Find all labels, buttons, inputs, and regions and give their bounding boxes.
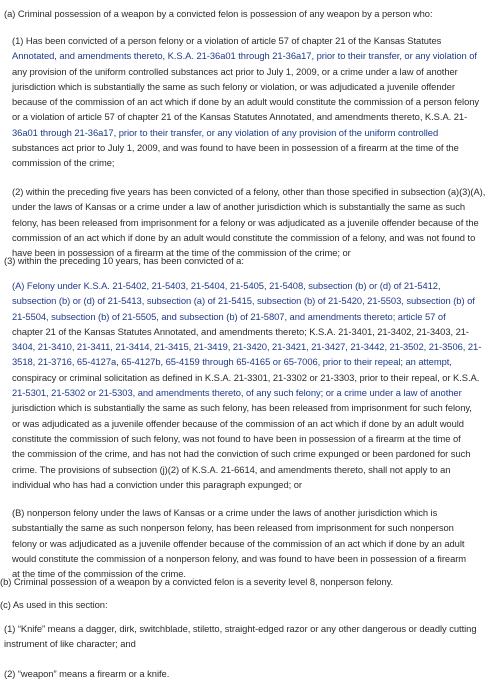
text-line: (3) within the preceding 10 years, has been convicted of a: xyxy=(4,255,244,266)
text-line: 21-5504, subsection (b) of 21-5505, and subsection (b) of 21-5807, and amendments thereto; article 57 of xyxy=(12,310,446,322)
text-line: commission of an act which if done by an adult would constitute the commission of a felony, and was not found to xyxy=(12,231,476,243)
text-line: instrument of like character; and xyxy=(4,638,136,650)
paragraph-a-1 xyxy=(12,33,496,171)
text-line: would constitute the commission of a nonperson felony, and was found to have been in possession of a firearm xyxy=(12,552,467,564)
paragraph-a-2 xyxy=(12,184,496,260)
text-line: jurisdiction which is substantially the same as such felony or violation, or was adjudicated a juvenile offender xyxy=(12,80,455,92)
text-line: (A) Felony under K.S.A. 21-5402, 21-5403, 21-5404, 21-5405, 21-5408, subsection (b) or (d) of 21-5412, xyxy=(12,280,441,291)
text-line: (a) Criminal possession of a weapon by a convicted felon is possession of any weapon by a person who: xyxy=(4,8,433,19)
text-line: substances act prior to July 1, 2009, and was found to have been in possession of a firearm at the time of the xyxy=(12,142,459,154)
text-line: because of the commission of an act which if done by an adult would constitute the commission of a person felony xyxy=(12,96,480,108)
text-line: jurisdiction which is substantially the same as such felony, has been released from imprisonment for such felony, xyxy=(12,402,472,414)
text-line: 3518, 21-3716, 65-4127a, 65-4127b, 65-4159 through 65-4165 or 65-7006, prior to their repeal; an attempt, xyxy=(12,356,452,368)
paragraph-a-3-B xyxy=(12,505,496,581)
text-line: (2) “weapon” means a firearm or a knife. xyxy=(4,668,170,679)
text-line: or a violation of article 57 of chapter 21 of the Kansas Statutes Annotated, and amendments thereto, K.S.A. 21- xyxy=(12,111,468,123)
text-line: (1) Has been convicted of a person felony or a violation of article 57 of chapter 21 of the Kansas Statutes xyxy=(12,35,442,46)
paragraph-a-3 xyxy=(4,253,494,268)
text-line: under the laws of Kansas or a crime under a law of another jurisdiction which is substantially the same as such xyxy=(12,201,466,213)
text-line: the commission of the crime, and has not had the conviction of such crime expunged or been pardoned for such xyxy=(12,448,471,460)
text-line: constitute the commission of such felony, was not found to have been in possession of a firearm at the time of xyxy=(12,432,461,444)
text-line: (b) Criminal possession of a weapon by a convicted felon is a severity level 8, nonperson felony. xyxy=(0,576,394,587)
text-line: commission of the crime; xyxy=(12,157,115,169)
text-line: (c) As used in this section: xyxy=(0,599,108,610)
text-line: (2) within the preceding five years has been convicted of a felony, other than those specified in subsection (a)(3)(A), xyxy=(12,186,486,197)
text-line: 3404, 21-3410, 21-3411, 21-3414, 21-3415, 21-3419, 21-3420, 21-3421, 21-3427, 21-3442, 21-3502, 21-3506, 21- xyxy=(12,341,482,353)
text-line: 21-5301, 21-5302 or 21-5303, and amendments thereto, of any such felony; or a crime under a law of another xyxy=(12,387,462,399)
text-line: conspiracy or criminal solicitation as defined in K.S.A. 21-3301, 21-3302 or 21-3303, prior to their repeal, or K.S.A. xyxy=(12,371,480,383)
text-line: chapter 21 of the Kansas Statutes Annotated, and amendments thereto; K.S.A. 21-3401, 21-3402, 21-3403, 21- xyxy=(12,325,469,337)
subsection-c-intro xyxy=(0,597,496,612)
text-line: or was adjudicated as a juvenile offender because of the commission of an act which if done by an adult would xyxy=(12,417,464,429)
paragraph-a-3-A xyxy=(12,278,496,492)
paragraph-c-1 xyxy=(4,621,494,652)
text-line: have been in possession of a firearm at the time of the commission of the crime; or xyxy=(12,247,351,259)
text-line: (B) nonperson felony under the laws of Kansas or a crime under the laws of another jurisdiction which is xyxy=(12,507,438,518)
text-line: felony, has been released from imprisonment for a felony or was adjudicated as a juvenile offender because of the xyxy=(12,216,479,228)
text-line: 36a01 through 21-36a17, prior to their transfer, or any violation of any provision of the uniform controlled xyxy=(12,126,439,138)
text-line: individual who has had a conviction under this paragraph expunged; or xyxy=(12,478,302,490)
subsection-b xyxy=(0,574,496,589)
text-line: Annotated, and amendments thereto, K.S.A. 21-36a01 through 21-36a17, prior to their transfer, or any violation of xyxy=(12,50,477,62)
text-line: at the time of the commission of the crime. xyxy=(12,568,186,580)
paragraph-c-2 xyxy=(4,666,494,681)
text-line: substantially the same as such nonperson felony, has been released from imprisonment for such nonperson xyxy=(12,522,454,534)
text-line: crime. The provisions of subsection (j)(2) of K.S.A. 21-6614, and amendments thereto, shall not apply to an xyxy=(12,463,451,475)
text-line: (1) “Knife” means a dagger, dirk, switchblade, stiletto, straight-edged razor or any other dangerous or deadly cutting xyxy=(4,623,477,634)
subsection-a-intro xyxy=(4,6,494,21)
text-line: subsection (b) or (d) of 21-5413, subsection (a) of 21-5415, subsection (b) of 21-5420, 21-5503, subsection (b) of xyxy=(12,295,475,307)
text-line: felony or was adjudicated as a juvenile offender because of the commission of an act which if done by an adult xyxy=(12,537,465,549)
text-line: any provision of the uniform controlled substances act prior to July 1, 2009, or a crime under a law of another xyxy=(12,65,458,77)
